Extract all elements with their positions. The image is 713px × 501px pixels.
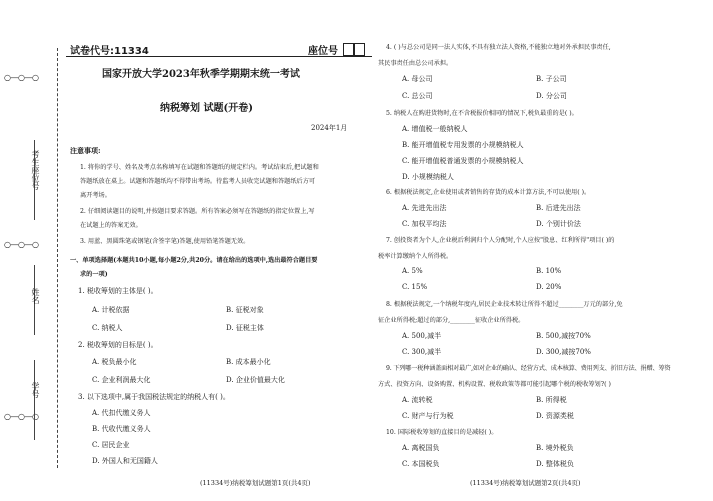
question-stem: 方式、投资方向、设备购置、机构设置、税收政策等都可能引起哪个税的税收筹划?( ) [378,381,611,388]
option: D. 小规模纳税人 [402,173,454,181]
option: B. 10% [536,267,562,275]
binding-line [57,48,58,468]
note-line: 答题纸放在桌上。试题和答题纸均不得带出考场。待监考人员收完试题和答题纸后方可 [80,178,316,185]
option: D. 整体税负 [536,460,574,468]
exam-date: 2024年1月 [311,124,348,132]
binding-holes: ○—○—○ [4,73,39,82]
exam-title: 国家开放大学2023年秋季学期期末统一考试 [102,69,300,80]
option: B. 能开增值税专用发票的小规模纳税人 [402,141,524,149]
option: C. 300,减半 [402,348,442,356]
question-stem: 3. 以下选项中,属于我国税法规定的纳税人有( )。 [78,393,230,401]
field-label-name: 姓名 [31,288,40,304]
option: D. 300,减按70% [536,348,591,356]
option: C. 加权平均法 [402,220,447,228]
page-footer: (11334号)纳税筹划试题第1页(共4页) [200,479,311,487]
option: A. 先进先出法 [402,204,447,212]
option: C. 企业利润最大化 [92,376,151,384]
question-stem: 8. 根据税法规定,一个纳税年度内,居民企业技术转让所得不超过________万元的部分,免 [386,301,623,308]
notes-heading: 注意事项: [70,146,101,155]
note-line: 离开考场。 [80,192,111,199]
field-line [34,360,35,440]
section-heading: 一、单项选择题(本题共10小题,每小题2分,共20分。请在给出的选项中,选出最符合题目要 [70,257,318,264]
option: A. 代扣代缴义务人 [92,409,151,417]
field-label-seat: 考生座位号 [31,150,40,190]
option: B. 所得税 [536,396,567,404]
field-label-id: 学号 [31,382,40,398]
option: D. 分公司 [536,92,567,100]
option: C. 15% [402,283,428,291]
option: C. 财产与行为税 [402,412,454,420]
note-line: 2. 仔细阅读题目的说明,并按题目要求答题。所有答案必须写在答题纸的指定位置上,写 [80,208,315,215]
option: B. 境外税负 [536,444,574,452]
section-heading: 求的一项) [80,271,108,278]
option: B. 代收代缴义务人 [92,425,151,433]
question-stem: 10. 国际税收筹划的直接目的是减轻( )。 [386,429,498,436]
note-line: 在试题上的答案无效。 [80,222,142,229]
option: A. 500,减半 [402,332,442,340]
question-stem: 6. 根据税法规定,企业使用或者销售的存货的成本计算方法,不可以使用( )。 [386,189,591,196]
question-stem: 征企业所得税;超过的部分,________征收企业所得税。 [378,317,525,324]
option: D. 征税主体 [226,324,264,332]
binding-holes: ○—○—○ [4,412,39,421]
seat-label: 座位号 [308,46,338,57]
option: B. 500,减按70% [536,332,591,340]
option: C. 纳税人 [92,324,123,332]
question-stem: 9. 下列哪一税种涵盖面相对最广,如对企业的确认、经营方式、成本核算、费用列支、折旧方法、捐赠、筹资 [386,365,671,372]
option: B. 征税对象 [226,306,264,314]
option: A. 计税依据 [92,306,130,314]
binding-holes: ○—○—○ [4,240,39,249]
option: D. 外国人和无国籍人 [92,457,158,465]
option: A. 流转税 [402,396,433,404]
option: D. 20% [536,283,562,291]
option: D. 个别计价法 [536,220,581,228]
question-stem: 4. ( )与总公司是同一法人实体,不具有独立法人资格,不能独立地对外承担民事责任, [386,44,611,51]
option: A. 离税国负 [402,444,440,452]
note-line: 3. 用蓝、黑圆珠笔或钢笔(含签字笔)答题,使用铅笔答题无效。 [80,238,250,245]
option: A. 税负最小化 [92,358,137,366]
exam-subject: 纳税筹划 试题(开卷) [160,103,253,114]
question-stem: 其民事责任由总公司承担。 [378,60,453,67]
option: C. 总公司 [402,92,433,100]
option: C. 居民企业 [92,441,130,449]
question-stem: 5. 纳税人在购进货物时,在不含税报价相同的情况下,税负最重的是( )。 [386,110,578,117]
option: B. 子公司 [536,75,567,83]
question-stem: 税率计算缴纳个人所得税。 [378,253,453,260]
option: D. 资源类税 [536,412,574,420]
option: C. 能开增值税普通发票的小规模纳税人 [402,157,524,165]
option: A. 母公司 [402,75,433,83]
binding-sidebar [0,0,66,501]
seat-box[interactable] [354,43,365,56]
option: C. 本国税负 [402,460,440,468]
option: B. 后进先出法 [536,204,581,212]
question-stem: 2. 税收筹划的目标是( )。 [78,341,158,349]
option: D. 企业价值最大化 [226,376,285,384]
question-stem: 1. 税收筹划的主体是( )。 [78,287,158,295]
header-rule [66,56,372,57]
note-line: 1. 将你的学号、姓名及考点名称填写在试题和答题纸的规定栏内。考试结束后,把试题和 [80,164,319,171]
option: A. 5% [402,267,423,275]
seat-box[interactable] [343,43,354,56]
option: A. 增值税一般纳税人 [402,125,468,133]
option: B. 成本最小化 [226,358,271,366]
page-footer: (11334号)纳税筹划试题第2页(共4页) [470,479,581,487]
exam-code: 试卷代号:11334 [70,46,149,57]
question-stem: 7. 创投资者为个人,企业税后利润归个人分配时,个人应按"股息、红利所得"项目( )的 [386,237,615,244]
